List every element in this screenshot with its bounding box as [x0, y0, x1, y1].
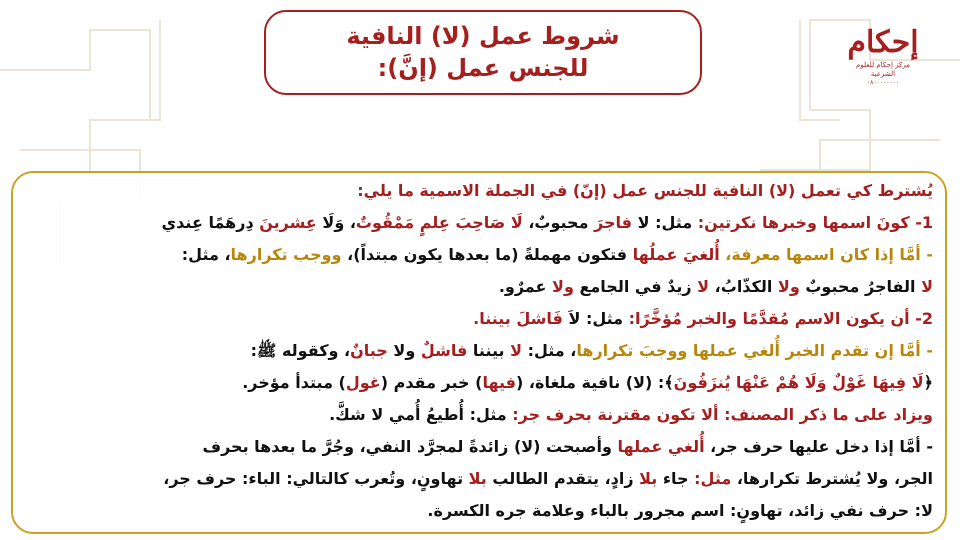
logo [847, 25, 919, 91]
condition-1-line [162, 208, 934, 238]
highlight-span: لا [510, 341, 523, 360]
text-span: ﴿ [923, 373, 933, 392]
text-span: ) مبتدأ مؤخر. [242, 373, 346, 392]
highlight-span: فيها [482, 373, 517, 392]
quran-verse: لَا فِيهَا غَوْلٌ وَلَا هُمْ عَنْهَا يُنزَفُونَ [673, 373, 924, 392]
text-span: الكذّابُ، [709, 277, 778, 296]
logo-subtitle: مركز إحكام للعلوم الشرعية [856, 61, 910, 78]
example-1-line [499, 272, 933, 302]
parsing-line [427, 496, 933, 526]
highlight-span: جبانٌ [350, 341, 388, 360]
text-span: ، وكقوله ﷺ: [250, 341, 351, 360]
highlight-span: فَاشلَ بيننا. [473, 309, 563, 328]
highlight-span: غول [345, 373, 381, 392]
text-span: مثل: لاَ [562, 309, 629, 328]
text-span: لا: حرف نفي زائد، تهاونٍ: اسم مجرور بالباء وعلامة جره الكسرة. [427, 501, 933, 520]
text-span: فتكون مهملةً (ما بعدها يكون مبتداً)، [341, 245, 633, 264]
note-span: أُلغي عملها ووجبَ تكرارها [576, 341, 780, 360]
highlight-span: عِشرينَ [259, 213, 317, 232]
highlight-span: فاشلٌ [420, 341, 468, 360]
text-span: ﴾: (لا) نافية ملغاة، ( [516, 373, 674, 392]
text-span: ، مثل: [522, 341, 577, 360]
text-span: الجر، ولا يُشترط تكرارها، [731, 469, 933, 488]
highlight-span: ولا [777, 277, 800, 296]
logo-name: إحكام [847, 25, 919, 60]
note-3-line [203, 432, 933, 462]
highlight-span: فاجرَ [594, 213, 633, 232]
text-span: بيننا [467, 341, 511, 360]
text-span: - أمَّا إذا دخل عليها حرف جر، [704, 437, 933, 456]
note-2-line [251, 336, 933, 366]
text-span: زيدٌ في الجامع [573, 277, 698, 296]
note-span: ووجب تكرارها [230, 245, 342, 264]
intro-text: يُشترط كي تعمل (لا) النافية للجنس عمل (إنّ) في الجملة الاسمية ما يلي: [357, 181, 933, 200]
highlight-span: لا [697, 277, 710, 296]
text-span: مثل: [464, 405, 513, 424]
title-box [264, 10, 702, 95]
note-span: - أمَّا إن تقدم الخبر [779, 341, 933, 360]
condition-2-title: 2- أن يكون الاسم مُقدَّمًا والخبر مُؤخَّرًا: [628, 309, 933, 328]
highlight-span: بلا [468, 469, 487, 488]
additional-condition-line [329, 400, 933, 430]
title-line-2: للجنس عمل (إنَّ): [377, 54, 589, 82]
highlight-span: أُلغيَ عملُها [632, 245, 720, 264]
note-span: - أمَّا إذا كان اسمها معرفة، [719, 245, 933, 264]
content-box [11, 171, 947, 534]
logo-number: ٠٨٠٠٠٠٠٠٠٠ [866, 79, 900, 86]
text-span: محبوبٌ، [522, 213, 595, 232]
title-line-1: شروط عمل (لا) النافية [346, 22, 620, 50]
highlight-span: ولا [552, 277, 574, 296]
highlight-span: مثل: [694, 469, 732, 488]
text-span: ) خبر مقدم ( [380, 373, 483, 392]
example-3-line [163, 464, 933, 494]
text-span: أُطيعُ أُمي لا شكَّ. [329, 405, 465, 424]
highlight-span: بلا [639, 469, 658, 488]
text-span: وأصبحت (لا) زائدةً لمجرَّد النفي، وجُرَّ ما بعدها بحرف [202, 437, 618, 456]
text-span: دِرهَمًا عِندي [161, 213, 260, 232]
text-span: جاء [657, 469, 695, 488]
text-span: ولا [387, 341, 421, 360]
note-1-line [182, 240, 933, 270]
intro-line [357, 176, 933, 206]
text-span: تهاونٍ، وتُعرب كالتالي: الباء: حرف جر، [163, 469, 469, 488]
additional-condition-title: ويزاد على ما ذكر المصنف: ألا تكون مقترنة بحرف جر: [512, 405, 933, 424]
highlight-span: أُلغي عملها [617, 437, 705, 456]
highlight-span: لَا صَاحِبَ عِلمٍ مَمْقُوتٌ [355, 213, 523, 232]
condition-1-title: 1- كونَ اسمها وخبرها نكرتين: [697, 213, 933, 232]
text-span: ، وَلَا [316, 213, 356, 232]
text-span: ، مثل: [181, 245, 231, 264]
text-span: زادٍ، يتقدم الطالب [486, 469, 640, 488]
text-span: عمرٌو. [498, 277, 553, 296]
highlight-span: لا [921, 277, 933, 296]
text-span: مثل: لا [632, 213, 698, 232]
quran-example-line [242, 368, 933, 398]
text-span: الفاجرُ محبوبٌ [799, 277, 922, 296]
condition-2-line [473, 304, 933, 334]
